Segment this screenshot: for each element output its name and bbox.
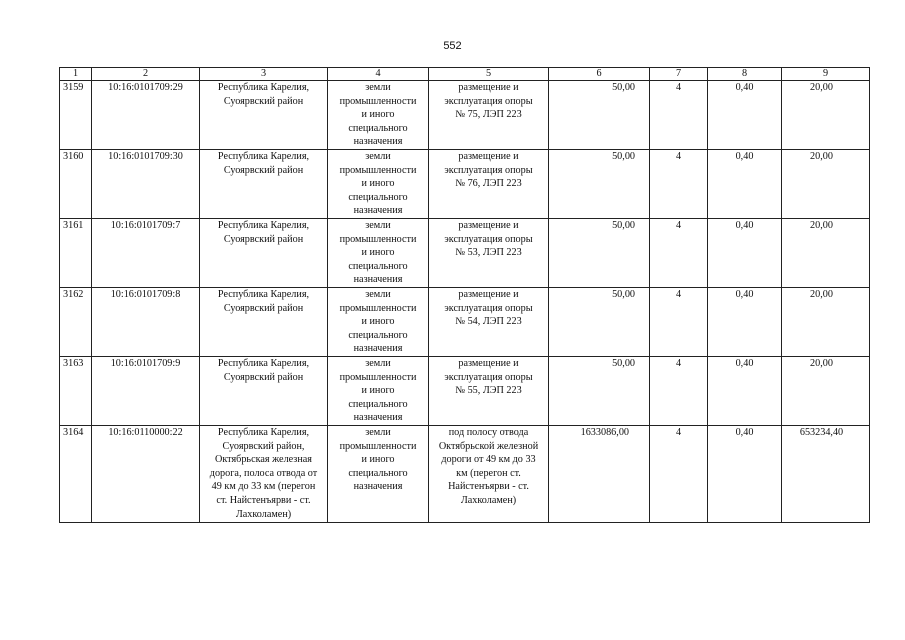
land-registry-table	[59, 67, 870, 523]
column-header: 7	[650, 68, 708, 81]
cadastral-number-cell: 10:16:0101709:7	[92, 219, 200, 288]
location-cell-line: Республика Карелия,	[217, 427, 310, 438]
land-category-cell-line: и иного	[361, 385, 395, 397]
area-cell: 50,00	[549, 150, 650, 219]
land-category-cell-line: земли	[365, 427, 391, 438]
land-category-cell-line: специального	[348, 122, 408, 134]
page-number: 552	[443, 40, 462, 52]
location-cell	[200, 357, 328, 426]
row-number-cell: 3162	[60, 288, 92, 357]
column-header: 4	[328, 68, 429, 81]
column-8-cell: 0,40	[708, 219, 782, 288]
table-row	[60, 357, 870, 426]
permitted-use-cell-line: Найстенъярви - ст.	[448, 481, 529, 493]
table-row	[60, 81, 870, 150]
permitted-use-cell-line: эксплуатация опоры	[444, 233, 533, 245]
area-cell: 1633086,00	[549, 426, 650, 523]
land-category-cell	[328, 426, 429, 523]
column-9-cell: 20,00	[782, 81, 870, 150]
land-category-cell-line: промышленности	[339, 371, 417, 383]
permitted-use-cell	[429, 288, 549, 357]
permitted-use-cell	[429, 357, 549, 426]
location-cell-line: Суоярвский район	[223, 95, 304, 107]
permitted-use-cell-line: км (перегон ст.	[456, 467, 521, 479]
table-row	[60, 288, 870, 357]
permitted-use-cell-line: под полосу отвода	[448, 427, 529, 438]
cadastral-number-cell: 10:16:0110000:22	[92, 426, 200, 523]
land-category-cell-line: земли	[365, 82, 391, 93]
permitted-use-cell	[429, 150, 549, 219]
land-category-cell-line: земли	[365, 358, 391, 369]
permitted-use-cell-line: эксплуатация опоры	[444, 95, 533, 107]
location-cell	[200, 219, 328, 288]
row-number-cell: 3160	[60, 150, 92, 219]
cadastral-number-cell: 10:16:0101709:30	[92, 150, 200, 219]
land-category-cell-line: назначения	[353, 136, 403, 148]
land-category-cell-line: специального	[348, 398, 408, 410]
column-header: 3	[200, 68, 328, 81]
land-category-cell-line: назначения	[353, 412, 403, 424]
table-row	[60, 219, 870, 288]
area-cell: 50,00	[549, 219, 650, 288]
row-number-cell: 3161	[60, 219, 92, 288]
table-body	[60, 81, 870, 523]
land-category-cell-line: земли	[365, 220, 391, 231]
land-category-cell-line: и иного	[361, 247, 395, 259]
permitted-use-cell-line: № 55, ЛЭП 223	[455, 385, 522, 397]
location-cell	[200, 81, 328, 150]
permitted-use-cell-line: эксплуатация опоры	[444, 371, 533, 383]
table-row	[60, 426, 870, 523]
permitted-use-cell	[429, 426, 549, 523]
column-9-cell: 20,00	[782, 357, 870, 426]
land-category-cell-line: земли	[365, 289, 391, 300]
permitted-use-cell-line: размещение и	[458, 220, 519, 231]
location-cell-line: 49 км до 33 км (перегон	[211, 481, 316, 493]
land-category-cell-line: и иного	[361, 454, 395, 466]
permitted-use-cell-line: № 54, ЛЭП 223	[455, 316, 522, 328]
land-category-cell-line: назначения	[353, 343, 403, 355]
column-8-cell: 0,40	[708, 426, 782, 523]
permitted-use-cell-line: № 76, ЛЭП 223	[455, 178, 522, 190]
column-8-cell: 0,40	[708, 288, 782, 357]
permitted-use-cell-line: № 53, ЛЭП 223	[455, 247, 522, 259]
cadastral-number-cell: 10:16:0101709:9	[92, 357, 200, 426]
location-cell-line: Суоярвский район	[223, 233, 304, 245]
column-7-cell: 4	[650, 357, 708, 426]
permitted-use-cell-line: размещение и	[458, 289, 519, 300]
permitted-use-cell	[429, 81, 549, 150]
location-cell-line: Республика Карелия,	[217, 82, 310, 93]
table-row	[60, 150, 870, 219]
row-number-cell: 3159	[60, 81, 92, 150]
column-9-cell: 20,00	[782, 288, 870, 357]
column-9-cell: 653234,40	[782, 426, 870, 523]
land-category-cell-line: промышленности	[339, 440, 417, 452]
location-cell-line: Лахколамен)	[235, 508, 292, 520]
location-cell-line: Суоярвский район	[223, 302, 304, 314]
area-cell: 50,00	[549, 81, 650, 150]
land-category-cell-line: специального	[348, 329, 408, 341]
location-cell	[200, 426, 328, 523]
location-cell-line: Республика Карелия,	[217, 220, 310, 231]
land-category-cell-line: назначения	[353, 481, 403, 493]
location-cell-line: Суоярвский район	[223, 164, 304, 176]
permitted-use-cell-line: эксплуатация опоры	[444, 302, 533, 314]
location-cell-line: Республика Карелия,	[217, 289, 310, 300]
land-category-cell-line: и иного	[361, 178, 395, 190]
column-7-cell: 4	[650, 426, 708, 523]
land-category-cell-line: специального	[348, 191, 408, 203]
column-header: 8	[708, 68, 782, 81]
column-7-cell: 4	[650, 219, 708, 288]
land-category-cell-line: назначения	[353, 205, 403, 217]
permitted-use-cell-line: размещение и	[458, 151, 519, 162]
land-category-cell-line: промышленности	[339, 164, 417, 176]
location-cell	[200, 288, 328, 357]
column-header: 6	[549, 68, 650, 81]
land-category-cell-line: промышленности	[339, 302, 417, 314]
land-category-cell	[328, 219, 429, 288]
land-category-cell-line: промышленности	[339, 95, 417, 107]
area-cell: 50,00	[549, 288, 650, 357]
land-category-cell-line: промышленности	[339, 233, 417, 245]
permitted-use-cell-line: размещение и	[458, 358, 519, 369]
column-8-cell: 0,40	[708, 357, 782, 426]
row-number-cell: 3164	[60, 426, 92, 523]
land-category-cell	[328, 357, 429, 426]
column-8-cell: 0,40	[708, 81, 782, 150]
area-cell: 50,00	[549, 357, 650, 426]
location-cell-line: Суоярвский район	[223, 371, 304, 383]
permitted-use-cell	[429, 219, 549, 288]
land-category-cell-line: земли	[365, 151, 391, 162]
permitted-use-cell-line: дороги от 49 км до 33	[441, 454, 536, 466]
location-cell-line: ст. Найстенъярви - ст.	[216, 494, 311, 506]
permitted-use-cell-line: эксплуатация опоры	[444, 164, 533, 176]
location-cell	[200, 150, 328, 219]
column-header: 5	[429, 68, 549, 81]
location-cell-line: Суоярвский район,	[222, 440, 305, 452]
land-category-cell-line: специального	[348, 260, 408, 272]
column-9-cell: 20,00	[782, 150, 870, 219]
column-7-cell: 4	[650, 81, 708, 150]
column-9-cell: 20,00	[782, 219, 870, 288]
land-category-cell-line: назначения	[353, 274, 403, 286]
permitted-use-cell-line: Октябрьской железной	[438, 440, 539, 452]
column-7-cell: 4	[650, 150, 708, 219]
table-header-row	[60, 68, 870, 81]
column-header: 9	[782, 68, 870, 81]
land-category-cell-line: специального	[348, 467, 408, 479]
column-header: 1	[60, 68, 92, 81]
land-category-cell	[328, 288, 429, 357]
location-cell-line: Республика Карелия,	[217, 151, 310, 162]
column-7-cell: 4	[650, 288, 708, 357]
land-category-cell	[328, 150, 429, 219]
permitted-use-cell-line: размещение и	[458, 82, 519, 93]
land-category-cell-line: и иного	[361, 316, 395, 328]
column-8-cell: 0,40	[708, 150, 782, 219]
location-cell-line: Октябрьская железная	[214, 454, 312, 466]
permitted-use-cell-line: № 75, ЛЭП 223	[455, 109, 522, 121]
location-cell-line: Республика Карелия,	[217, 358, 310, 369]
permitted-use-cell-line: Лахколамен)	[460, 494, 517, 506]
land-category-cell	[328, 81, 429, 150]
cadastral-number-cell: 10:16:0101709:29	[92, 81, 200, 150]
location-cell-line: дорога, полоса отвода от	[209, 467, 318, 479]
column-header: 2	[92, 68, 200, 81]
land-category-cell-line: и иного	[361, 109, 395, 121]
row-number-cell: 3163	[60, 357, 92, 426]
cadastral-number-cell: 10:16:0101709:8	[92, 288, 200, 357]
